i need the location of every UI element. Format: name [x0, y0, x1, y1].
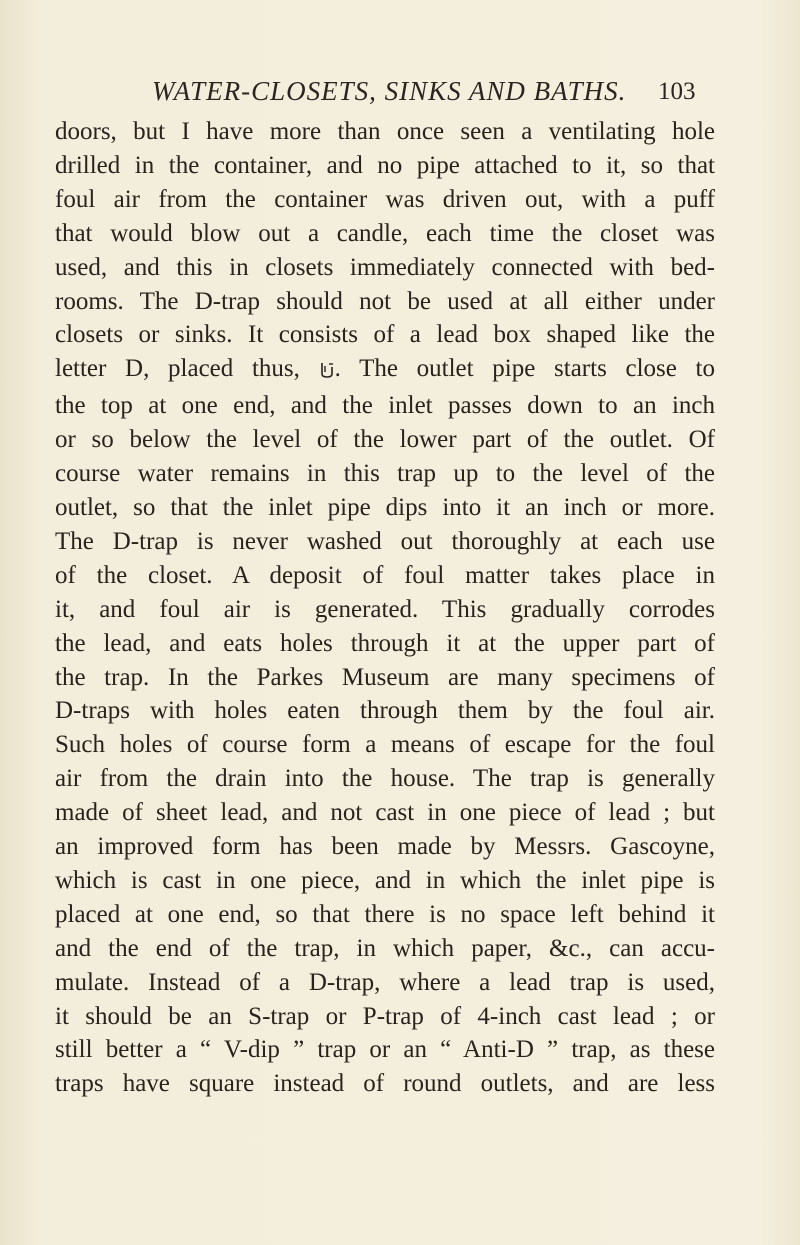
text-line: which is cast in one piece, and in which the inlet pipe is — [55, 866, 715, 894]
text-line: it should be an S-trap or P-trap of 4-inch cast lead ; or — [55, 1002, 715, 1030]
text-line-with-figure — [55, 352, 715, 389]
text-line: still better a “ V-dip ” trap or an “ Anti-D ” trap, as these — [55, 1036, 715, 1064]
text-line: the lead, and eats holes through it at the upper part of — [55, 629, 715, 657]
text-segment: . The outlet pipe starts close to — [334, 355, 715, 383]
text-line: of the closet. A deposit of foul matter takes place in — [55, 561, 715, 589]
d-trap-figure-icon — [319, 355, 335, 389]
text-line: The D-trap is never washed out thoroughly at each use — [55, 527, 715, 555]
text-line: mulate. Instead of a D-trap, where a lead trap is used, — [55, 968, 715, 996]
text-line: and the end of the trap, in which paper, &c., can accu- — [55, 934, 715, 962]
text-segment: letter D, placed thus, — [55, 355, 300, 383]
text-line: traps have square instead of round outlets, and are less — [55, 1070, 715, 1098]
running-head-title: WATER-CLOSETS, SINKS AND BATHS. — [152, 76, 627, 106]
text-line: doors, but I have more than once seen a ventilating hole — [55, 118, 715, 145]
text-line: air from the drain into the house. The trap is generally — [55, 765, 715, 793]
text-line: foul air from the container was driven out, with a puff — [55, 185, 715, 213]
text-line: D-traps with holes eaten through them by the foul air. — [55, 697, 715, 725]
text-line: an improved form has been made by Messrs. Gascoyne, — [55, 833, 715, 861]
text-line: placed at one end, so that there is no space left behind it — [55, 900, 715, 928]
page-number: 103 — [658, 78, 696, 105]
body-paragraph — [55, 115, 715, 1101]
running-head — [0, 76, 800, 112]
text-line: made of sheet lead, and not cast in one piece of lead ; but — [55, 799, 715, 827]
text-line: it, and foul air is generated. This gradually corrodes — [55, 595, 715, 623]
text-line: drilled in the container, and no pipe attached to it, so that — [55, 151, 715, 179]
text-line: that would blow out a candle, each time the closet was — [55, 219, 715, 247]
text-line: used, and this in closets immediately connected with bed- — [55, 253, 715, 281]
text-line: the top at one end, and the inlet passes down to an inch — [55, 392, 715, 420]
text-line: course water remains in this trap up to the level of the — [55, 460, 715, 488]
text-line: outlet, so that the inlet pipe dips into it an inch or more. — [55, 493, 715, 521]
text-line: the trap. In the Parkes Museum are many specimens of — [55, 663, 715, 691]
text-line: rooms. The D-trap should not be used at all either under — [55, 287, 715, 315]
text-line: or so below the level of the lower part of the outlet. Of — [55, 426, 715, 454]
text-line: closets or sinks. It consists of a lead box shaped like the — [55, 321, 715, 349]
text-line: Such holes of course form a means of escape for the foul — [55, 731, 715, 759]
